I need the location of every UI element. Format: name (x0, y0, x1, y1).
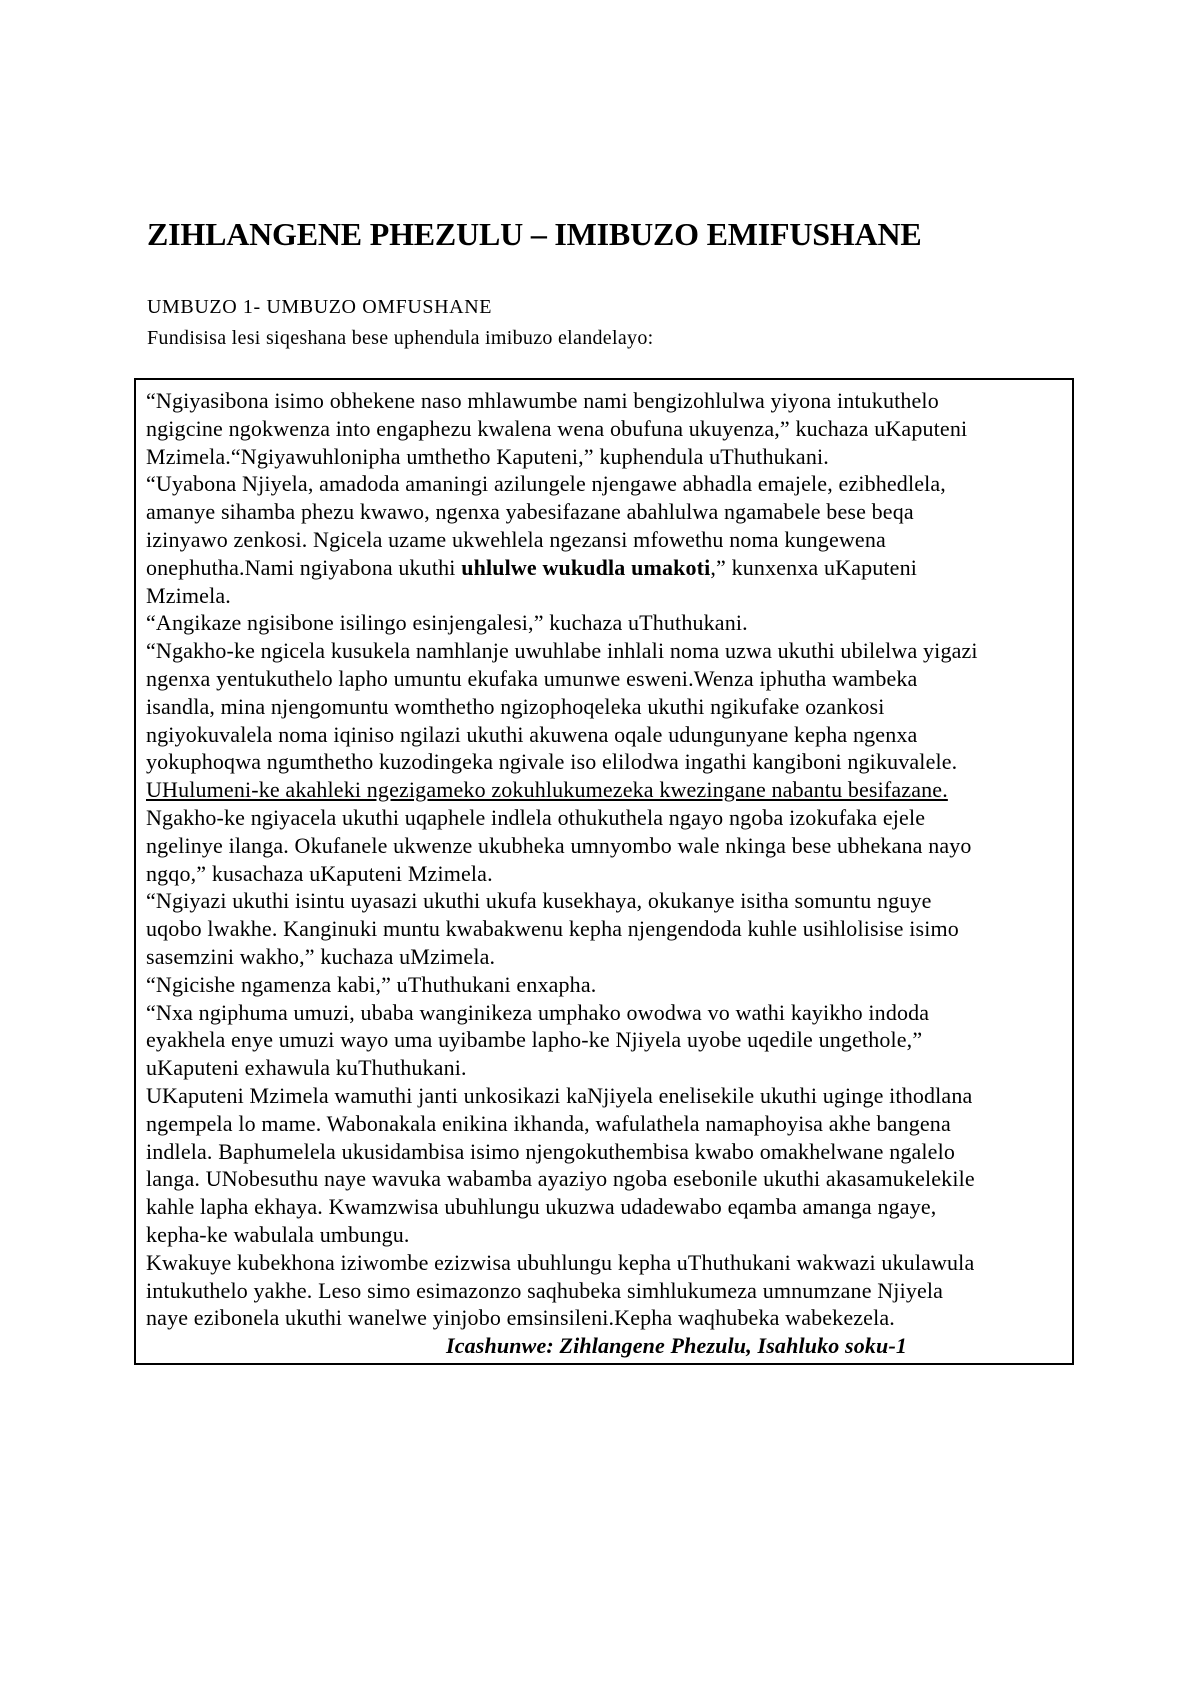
passage-line: langa. UNobesuthu naye wavuka wabamba ayaziyo ngoba esebonile ukuthi akasamukelekile (146, 1166, 975, 1192)
passage-line: “Angikaze ngisibone isilingo esinjengalesi,” kuchaza uThuthukani. (146, 610, 748, 636)
instruction-text: Fundisisa lesi siqeshana bese uphendula imibuzo elandelayo: (147, 327, 654, 349)
passage-line: “Ngakho-ke ngicela kusukela namhlanje uwuhlabe inhlali noma uzwa ukuthi ubilelwa yigazi (146, 638, 978, 664)
passage-line: intukuthelo yakhe. Leso simo esimazonzo saqhubeka simhlukumeza umnumzane Njiyela (146, 1277, 944, 1303)
passage-line: ngempela lo mame. Wabonakala enikina ikhanda, wafulathela namaphoyisa akhe bangena (146, 1110, 951, 1136)
passage-line: uKaputeni exhawula kuThuthukani. (146, 1055, 467, 1081)
bold-phrase: uhlulwe wukudla umakoti (461, 554, 711, 580)
passage-line: “Ngiyazi ukuthi isintu uyasazi ukuthi ukufa kusekhaya, okukanye isitha somuntu nguye (146, 888, 932, 914)
passage-line: sasemzini wakho,” kuchaza uMzimela. (146, 943, 496, 969)
passage-line: ngelinye ilanga. Okufanele ukwenze ukubheka umnyombo wale nkinga bese ubhekana nayo (146, 832, 972, 858)
passage-line: uqobo lwakhe. Kanginuki muntu kwabakwenu kepha njengendoda kuhle usihlolisise isimo (146, 916, 959, 942)
underlined-line: UHulumeni-ke akahleki ngezigameko zokuhlukumezeka kwezingane nabantu besifazane. (146, 777, 948, 803)
passage-line: Ngakho-ke ngiyacela ukuthi uqaphele indlela othukuthela ngayo ngoba izokufaka ejele (146, 804, 926, 830)
passage-line: ngqo,” kusachaza uKaputeni Mzimela. (146, 860, 493, 886)
passage-text (146, 387, 978, 1360)
passage-line: kahle lapha ekhaya. Kwamzwisa ubuhlungu ukuzwa udadewabo eqamba amanga ngaye, (146, 1194, 937, 1220)
passage-line: eyakhela enye umuzi wayo uma uyibambe lapho-ke Njiyela uyobe uqedile ungethole,” (146, 1027, 923, 1053)
passage-line (146, 554, 978, 582)
line-text: ,” kunxenxa uKaputeni (710, 554, 917, 580)
passage-line: naye ezibonela ukuthi wanelwe yinjobo emsinsileni.Kepha waqhubeka wabekezela. (146, 1305, 895, 1331)
passage-line: Mzimela.“Ngiyawuhlonipha umthetho Kaputeni,” kuphendula uThuthukani. (146, 443, 829, 469)
passage-line: “Ngicishe ngamenza kabi,” uThuthukani enxapha. (146, 971, 597, 997)
passage-line: izinyawo zenkosi. Ngicela uzame ukwehlela ngezansi mfowethu noma kungewena (146, 526, 886, 552)
passage-line: UKaputeni Mzimela wamuthi janti unkosikazi kaNjiyela enelisekile ukuthi uginge ithodlana (146, 1082, 973, 1108)
source-citation: Icashunwe: Zihlangene Phezulu, Isahluko soku-1 (446, 1333, 908, 1359)
passage-line: ngenxa yentukuthelo lapho umuntu ekufaka umunwe esweni.Wenza iphutha wambeka (146, 665, 918, 691)
question-heading: UMBUZO 1- UMBUZO OMFUSHANE (147, 296, 493, 318)
passage-line: isandla, mina njengomuntu womthetho ngizophoqeleka ukuthi ngikufake ozankosi (146, 693, 885, 719)
passage-line: ngiyokuvalela noma iqiniso ngilazi ukuthi akuwena oqale udungunyane kepha ngenxa (146, 721, 918, 747)
passage-line: “Ngiyasibona isimo obhekene naso mhlawumbe nami bengizohlulwa yiyona intukuthelo (146, 388, 939, 413)
passage-line: “Nxa ngiphuma umuzi, ubaba wanginikeza umphako owodwa vo wathi kayikho indoda (146, 999, 930, 1025)
passage-line: “Uyabona Njiyela, amadoda amaningi azilungele njengawe abhadla emajele, ezibhedlela, (146, 471, 946, 497)
passage-line: Mzimela. (146, 582, 231, 608)
passage-line: indlela. Baphumelela ukusidambisa isimo njengokuthembisa kwabo omakhelwane ngalelo (146, 1138, 956, 1164)
passage-box (134, 378, 1074, 1365)
page-title: ZIHLANGENE PHEZULU – IMIBUZO EMIFUSHANE (147, 216, 922, 252)
passage-line: kepha-ke wabulala umbungu. (146, 1221, 410, 1247)
passage-line: amanye sihamba phezu kwawo, ngenxa yabesifazane abahlulwa ngamabele bese beqa (146, 499, 914, 525)
passage-line: Kwakuye kubekhona iziwombe ezizwisa ubuhlungu kepha uThuthukani wakwazi ukulawula (146, 1249, 975, 1275)
passage-line: ngigcine ngokwenza into engaphezu kwalena wena obufuna ukuyenza,” kuchaza uKaputeni (146, 415, 968, 441)
passage-line: yokuphoqwa ngumthetho kuzodingeka ngivale iso elilodwa ingathi kangiboni ngikuvalele. (146, 749, 958, 775)
line-text: onephutha.Nami ngiyabona ukuthi (146, 554, 462, 580)
